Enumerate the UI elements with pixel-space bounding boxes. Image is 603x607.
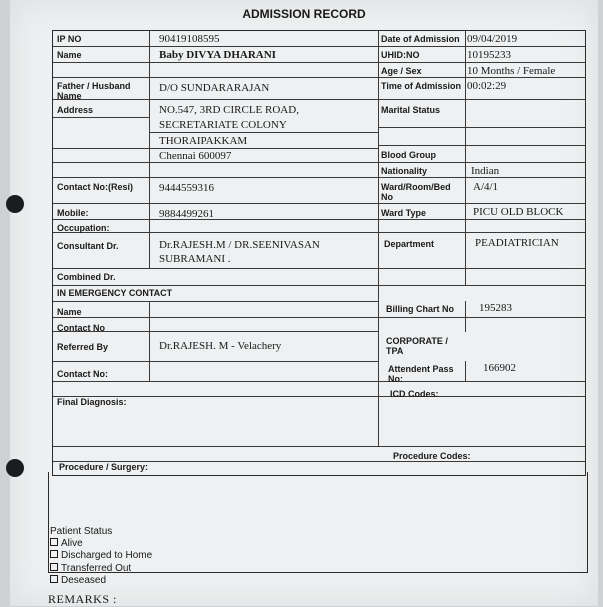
emergency-contact-no-label: Contact No bbox=[57, 323, 105, 333]
billing-chart-label: Billing Chart No bbox=[386, 304, 454, 314]
admission-form-grid bbox=[52, 30, 586, 476]
time-of-admission-value: 00:02:29 bbox=[467, 80, 507, 92]
attendent-pass-label: Attendent Pass bbox=[388, 364, 454, 374]
status-option-alive[interactable]: Alive bbox=[50, 538, 83, 550]
department-value: PEADIATRICIAN bbox=[475, 237, 559, 249]
marital-status-label: Marital Status bbox=[381, 105, 441, 115]
date-of-admission-label: Date of Admission bbox=[381, 34, 460, 44]
mobile-label: Mobile: bbox=[57, 208, 89, 218]
checkbox-icon bbox=[50, 538, 58, 546]
consultant-line-1: Dr.RAJESH.M / DR.SEENIVASAN bbox=[159, 239, 320, 251]
checkbox-icon bbox=[50, 575, 58, 583]
admission-record-sheet bbox=[10, 0, 598, 606]
occupation-label: Occupation: bbox=[57, 223, 110, 233]
patient-name-value: Baby DIVYA DHARANI bbox=[159, 49, 276, 61]
father-husband-label-2: Name bbox=[57, 91, 82, 101]
status-option-discharged[interactable]: Discharged to Home bbox=[50, 550, 152, 562]
blood-group-label: Blood Group bbox=[381, 150, 436, 160]
patient-status-heading: Patient Status bbox=[50, 526, 113, 537]
mobile-value: 9884499261 bbox=[159, 208, 214, 220]
checkbox-icon bbox=[50, 550, 58, 558]
punch-hole bbox=[6, 195, 24, 213]
procedure-surgery-label: Procedure / Surgery: bbox=[59, 462, 149, 472]
corporate-label-2: TPA bbox=[386, 346, 404, 356]
icd-codes-label: ICD Codes: bbox=[390, 389, 439, 399]
attendent-pass-label-2: No: bbox=[388, 374, 403, 384]
emergency-name-label: Name bbox=[57, 307, 82, 317]
contact-resi-value: 9444559316 bbox=[159, 182, 214, 194]
consultant-line-2: SUBRAMANI . bbox=[159, 253, 231, 265]
date-of-admission-value: 09/04/2019 bbox=[467, 33, 518, 45]
checkbox-icon bbox=[50, 563, 58, 571]
age-sex-label: Age / Sex bbox=[381, 66, 422, 76]
address-line-3: THORAIPAKKAM bbox=[159, 135, 248, 147]
billing-chart-value: 195283 bbox=[479, 302, 512, 314]
nationality-value: Indian bbox=[471, 165, 500, 177]
combined-dr-label: Combined Dr. bbox=[57, 272, 116, 282]
punch-hole bbox=[6, 459, 24, 477]
address-label: Address bbox=[57, 105, 94, 115]
referrer-contact-no-label: Contact No: bbox=[57, 369, 108, 379]
time-of-admission-label: Time of Admission bbox=[381, 81, 462, 91]
department-label: Department bbox=[384, 239, 435, 249]
contact-resi-label: Contact No:(Resi) bbox=[57, 182, 133, 192]
emergency-contact-heading: IN EMERGENCY CONTACT bbox=[57, 288, 173, 298]
final-diagnosis-label: Final Diagnosis: bbox=[57, 397, 127, 407]
address-line-4: Chennai 600097 bbox=[159, 150, 232, 162]
address-line-2: SECRETARIATE COLONY bbox=[159, 119, 287, 131]
ward-room-bed-value: A/4/1 bbox=[473, 181, 499, 193]
ward-label: Ward/Room/Bed bbox=[381, 182, 451, 192]
referred-by-label: Referred By bbox=[57, 342, 109, 352]
remarks-label: REMARKS : bbox=[48, 592, 117, 606]
address-line-1: NO.547, 3RD CIRCLE ROAD, bbox=[159, 104, 299, 116]
status-option-transferred[interactable]: Transferred Out bbox=[50, 563, 131, 575]
status-option-deseased[interactable]: Deseased bbox=[50, 575, 106, 587]
consultant-label: Consultant Dr. bbox=[57, 241, 119, 251]
uhid-label: UHID:NO bbox=[381, 50, 420, 60]
nationality-label: Nationality bbox=[381, 166, 428, 176]
age-sex-value: 10 Months / Female bbox=[467, 65, 556, 77]
ip-no-value: 90419108595 bbox=[159, 33, 220, 45]
referred-by-value: Dr.RAJESH. M - Velachery bbox=[159, 340, 282, 352]
father-husband-value: D/O SUNDARARAJAN bbox=[159, 82, 270, 94]
ward-type-value: PICU OLD BLOCK bbox=[473, 206, 564, 218]
attendent-pass-value: 166902 bbox=[483, 362, 516, 374]
corporate-label: CORPORATE / bbox=[386, 336, 448, 346]
document-title: ADMISSION RECORD bbox=[242, 7, 366, 21]
father-husband-label: Father / Husband bbox=[57, 81, 131, 91]
uhid-value: 10195233 bbox=[467, 49, 511, 61]
ip-no-label: IP NO bbox=[57, 34, 82, 44]
ward-type-label: Ward Type bbox=[381, 208, 427, 218]
procedure-codes-label: Procedure Codes: bbox=[393, 451, 471, 461]
ward-label-2: No bbox=[381, 192, 393, 202]
name-label: Name bbox=[57, 50, 82, 60]
